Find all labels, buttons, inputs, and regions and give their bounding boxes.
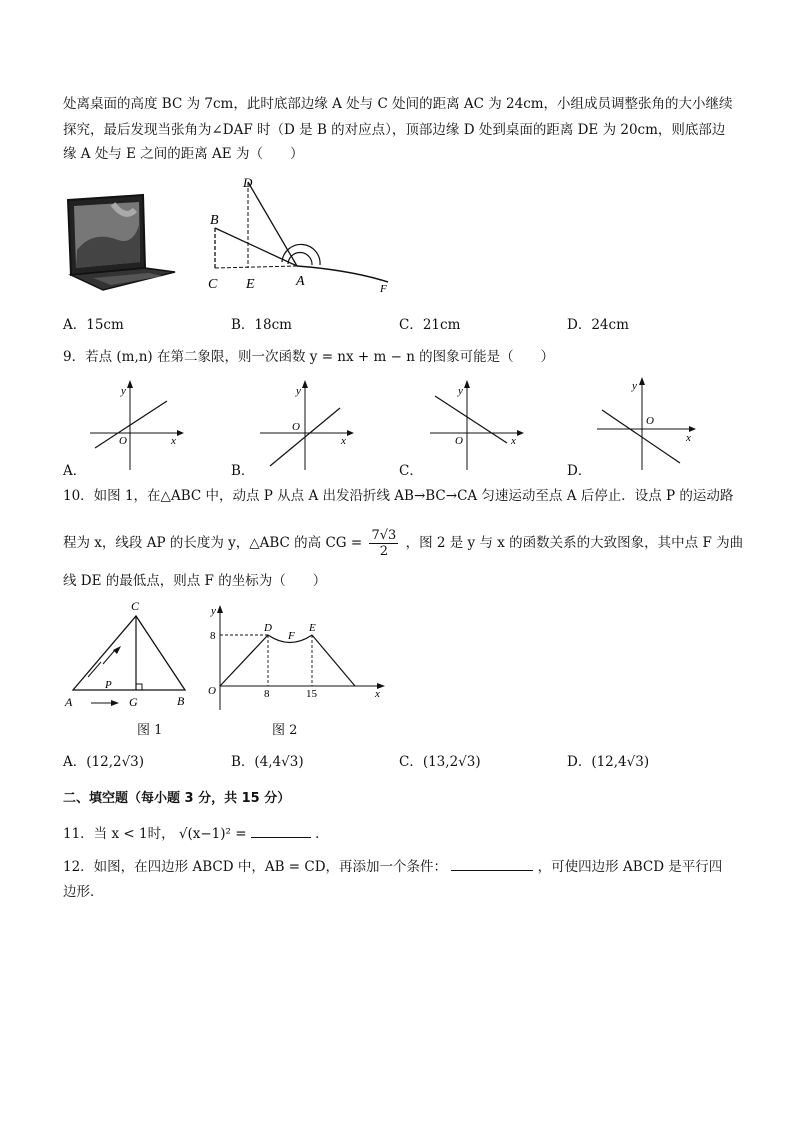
q9a-y: y	[121, 385, 126, 397]
q10-fig2-O: O	[208, 685, 216, 697]
q8-line-3: 缘 A 处与 E 之间的距离 AE 为（ ）	[63, 146, 304, 162]
q9b-y: y	[296, 385, 301, 397]
q9-question: 9．若点 (m,n) 在第二象限，则一次函数 y = nx + m − n 的图象可能是（ ）	[63, 349, 555, 365]
q10-fig1-A: A	[65, 695, 73, 709]
q8-option-d: D．24cm	[567, 317, 629, 333]
q10-option-a: A．(12,2√3)	[63, 754, 145, 770]
q10-line-2b: ，图 2 是 y 与 x 的函数关系的大致图象，其中点 F 为曲	[405, 535, 744, 551]
q9-option-d: D．	[567, 463, 592, 479]
q10-fig2-F: F	[288, 630, 295, 642]
q11-question	[63, 822, 329, 842]
q8-line-2: 探究，最后发现当张角为∠DAF 时（D 是 B 的对应点），顶部边缘 D 处到桌面的距离 DE 为 20cm，则底部边	[63, 122, 726, 138]
q10-fig2-x8: 8	[264, 688, 270, 700]
q9a-o: O	[119, 435, 127, 447]
q9-option-c: C．	[399, 463, 423, 479]
q8-label-A: A	[296, 274, 305, 289]
q10-frac-den: 2	[379, 544, 389, 559]
q10-line-3: 线 DE 的最低点，则点 F 的坐标为（ ）	[63, 573, 327, 589]
q8-option-a: A．15cm	[63, 317, 124, 333]
q8-option-b: B．18cm	[231, 317, 292, 333]
section-2-heading: 二、填空题（每小题 3 分，共 15 分）	[63, 791, 291, 806]
q10-fig2-8: 8	[210, 630, 216, 642]
q10-fig2-x: x	[375, 688, 380, 700]
q9-option-b: B．	[231, 463, 255, 479]
q10-caption-1: 图 1	[137, 723, 163, 738]
q11-answer-blank[interactable]	[251, 825, 311, 838]
q10-fig1-B: B	[177, 694, 185, 708]
q9c-y: y	[458, 385, 463, 397]
q10-line-2	[63, 528, 743, 559]
q12-line-1	[63, 855, 722, 875]
q8-option-c: C．21cm	[399, 317, 461, 333]
q9b-o: O	[292, 421, 300, 433]
q9-graph-b	[255, 378, 360, 473]
q8-label-D: D	[243, 175, 253, 190]
q12-line-1b: ，可使四边形 ABCD 是平行四	[537, 859, 723, 875]
q10-fig2-D: D	[264, 622, 272, 634]
q10-line-1: 10．如图 1，在△ABC 中，动点 P 从点 A 出发沿折线 AB→BC→CA 匀速运动至点 A 后停止．设点 P 的运动路	[63, 488, 734, 504]
q10-frac-num: 7√3	[371, 528, 397, 543]
q10-fraction	[369, 528, 398, 559]
q8-label-C: C	[208, 277, 218, 292]
q9-graph-a	[85, 378, 190, 473]
q10-fig2-x15: 15	[306, 688, 317, 700]
q9a-x: x	[171, 435, 176, 447]
q9d-y: y	[632, 380, 637, 392]
q10-figure-1	[63, 598, 198, 713]
q8-label-B: B	[210, 213, 219, 228]
q8-line-1: 处离桌面的高度 BC 为 7cm，此时底部边缘 A 处与 C 处间的距离 AC 为 24cm，小组成员调整张角的大小继续	[63, 96, 733, 112]
q8-figure	[200, 170, 395, 300]
q10-option-c: C．(13,2√3)	[399, 754, 481, 770]
q10-fig1-P: P	[105, 679, 112, 691]
q9-graph-d	[592, 375, 702, 473]
q9-option-a: A．	[63, 463, 87, 479]
q9d-x: x	[686, 432, 691, 444]
q8-label-F: F	[380, 283, 387, 295]
q9c-o: O	[455, 435, 463, 447]
q11-prefix: 11．当 x < 1时，	[63, 826, 175, 842]
q10-fig2-E: E	[309, 622, 316, 634]
laptop-photo	[63, 190, 183, 300]
q8-label-E: E	[246, 277, 255, 292]
q9-graph-c	[425, 378, 530, 473]
q10-fig2-y: y	[211, 605, 216, 617]
q12-answer-blank[interactable]	[451, 858, 533, 871]
q12-line-1a: 12．如图，在四边形 ABCD 中，AB = CD，再添加一个条件：	[63, 859, 448, 875]
q10-option-d: D．(12,4√3)	[567, 754, 650, 770]
q9c-x: x	[511, 435, 516, 447]
q12-line-2: 边形．	[63, 884, 104, 900]
q10-caption-2: 图 2	[272, 723, 298, 738]
q10-option-b: B．(4,4√3)	[231, 754, 304, 770]
q10-fig1-C: C	[131, 599, 140, 613]
q10-line-2a: 程为 x，线段 AP 的长度为 y，△ABC 的高 CG =	[63, 535, 363, 551]
q11-suffix: ．	[315, 826, 329, 842]
q11-expression: √(x−1)² =	[178, 826, 247, 842]
q10-fig1-G: G	[129, 695, 138, 709]
q10-figure-2	[200, 598, 392, 713]
q9b-x: x	[341, 435, 346, 447]
q9d-o: O	[646, 415, 654, 427]
